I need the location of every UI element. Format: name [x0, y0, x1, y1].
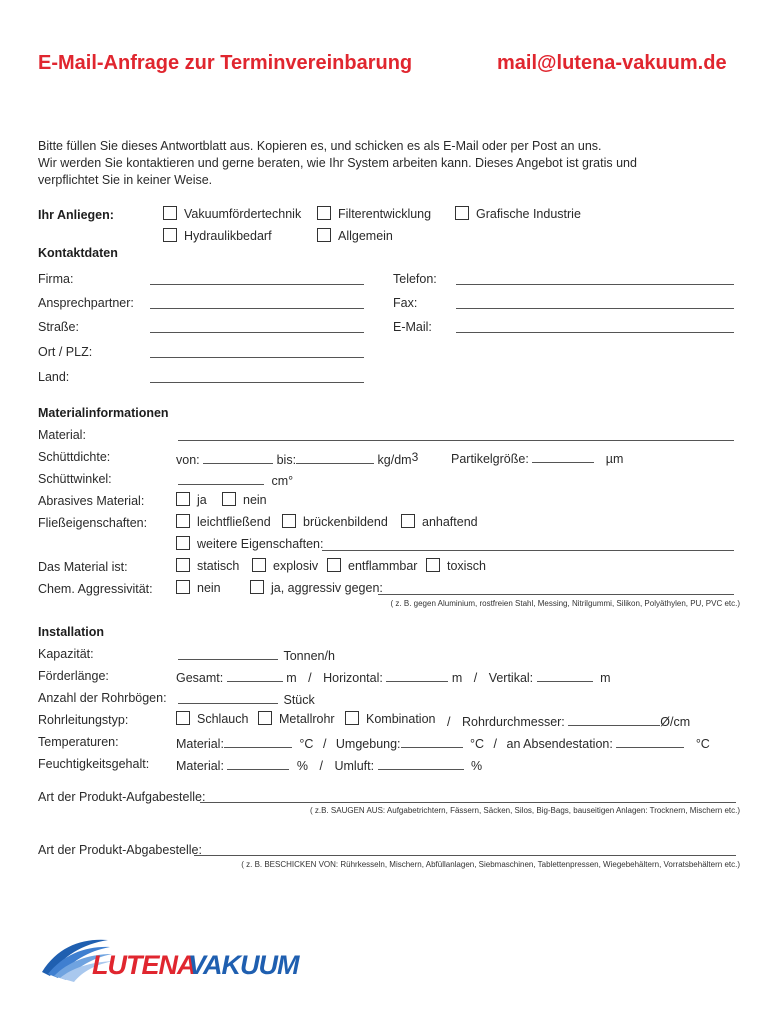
intro-line: Bitte füllen Sie dieses Antwortblatt aus. Kopieren es, und schicken es als E-Mail oder per Post an uns.: [38, 139, 602, 153]
checkbox[interactable]: [176, 492, 190, 506]
kap-row: Tonnen/h: [178, 647, 335, 663]
ort-label: Ort / PLZ:: [38, 345, 93, 359]
checkbox[interactable]: [176, 580, 190, 594]
strasse-field[interactable]: [150, 320, 364, 333]
ist-entflamm[interactable]: entflammbar: [327, 558, 417, 573]
checkbox[interactable]: [163, 206, 177, 220]
checkbox[interactable]: [282, 514, 296, 528]
gesamt-field[interactable]: [227, 669, 283, 682]
chem-field[interactable]: [378, 582, 734, 595]
checkbox[interactable]: [455, 206, 469, 220]
option-hydraulik[interactable]: Hydraulikbedarf: [163, 228, 272, 243]
rohr-schlauch[interactable]: Schlauch: [176, 711, 248, 726]
ist-label: Das Material ist:: [38, 560, 128, 574]
ort-field[interactable]: [150, 345, 364, 358]
checkbox[interactable]: [163, 228, 177, 242]
fax-field[interactable]: [456, 296, 734, 309]
chem-hint: ( z. B. gegen Aluminium, rostfreien Stahl, Messing, Nitrilgummi, Silikon, Polyäthylen, PU, PVC etc.): [390, 599, 740, 608]
checkbox[interactable]: [252, 558, 266, 572]
fliess-leicht[interactable]: leichtfließend: [176, 514, 271, 529]
material-field[interactable]: [178, 428, 734, 441]
checkbox[interactable]: [317, 206, 331, 220]
temp-absende-field[interactable]: [616, 735, 684, 748]
contact-email-link[interactable]: mail@lutena-vakuum.de: [497, 52, 727, 74]
winkel-label: Schüttwinkel:: [38, 472, 112, 486]
schuett-row: von: bis: kg/dm3: [176, 450, 419, 467]
ist-statisch[interactable]: statisch: [176, 558, 239, 573]
option-allgemein[interactable]: Allgemein: [317, 228, 393, 243]
material-label: Material:: [38, 428, 86, 442]
abrasiv-ja[interactable]: ja: [176, 492, 207, 507]
foerder-row: Gesamt: m / Horizontal: m / Vertikal: m: [176, 671, 611, 685]
schuett-label: Schüttdichte:: [38, 450, 111, 464]
intro-line: verpflichtet Sie in keiner Weise.: [38, 173, 213, 187]
feucht-material-field[interactable]: [227, 757, 289, 770]
feucht-row: Material: % / Umluft: %: [176, 759, 483, 773]
winkel-field[interactable]: [178, 472, 264, 485]
weitere-field[interactable]: [322, 538, 734, 551]
abrasiv-nein[interactable]: nein: [222, 492, 267, 507]
abgabe-field[interactable]: [194, 843, 736, 856]
checkbox[interactable]: [176, 558, 190, 572]
ist-explosiv[interactable]: explosiv: [252, 558, 318, 573]
checkbox[interactable]: [401, 514, 415, 528]
intro-line: Wir werden Sie kontaktieren und gerne beraten, wie Ihr System arbeiten kann. Dieses Angebot ist gratis und: [38, 156, 637, 170]
checkbox[interactable]: [222, 492, 236, 506]
kontakt-heading: Kontaktdaten: [38, 246, 118, 260]
fliess-label: Fließeigenschaften:: [38, 516, 148, 530]
telefon-label: Telefon:: [393, 272, 437, 286]
abgabe-hint: ( z. B. BESCHICKEN VON: Rührkesseln, Mischern, Abfüllanlagen, Siebmaschinen, Tablettenpressen, Wiegebehältern, Vorratsbehältern etc.): [241, 860, 740, 869]
anliegen-label: Ihr Anliegen:: [38, 208, 114, 222]
von-field[interactable]: [203, 451, 273, 464]
land-label: Land:: [38, 370, 70, 384]
abgabe-label: Art der Produkt-Abgabestelle:: [38, 843, 202, 857]
feucht-umluft-field[interactable]: [378, 757, 464, 770]
aufgabe-field[interactable]: [200, 790, 736, 803]
option-filter[interactable]: Filterentwicklung: [317, 206, 431, 221]
checkbox[interactable]: [258, 711, 272, 725]
chem-label: Chem. Aggressivität:: [38, 582, 153, 596]
checkbox[interactable]: [176, 514, 190, 528]
aufgabe-label: Art der Produkt-Aufgabestelle:: [38, 790, 206, 804]
horizontal-field[interactable]: [386, 669, 448, 682]
rohrb-label: Anzahl der Rohrbögen:: [38, 691, 167, 705]
rohrb-field[interactable]: [178, 691, 278, 704]
email-field[interactable]: [456, 320, 734, 333]
temp-row: Material: °C / Umgebung: °C / an Absendestation: °C: [176, 737, 710, 751]
feucht-label: Feuchtigkeitsgehalt:: [38, 757, 150, 771]
ansprech-field[interactable]: [150, 296, 364, 309]
checkbox[interactable]: [250, 580, 264, 594]
rohrtyp-label: Rohrleitungstyp:: [38, 713, 129, 727]
fliess-anhaft[interactable]: anhaftend: [401, 514, 478, 529]
winkel-row: cm°: [178, 472, 293, 488]
lutena-logo: [38, 932, 299, 984]
installation-heading: Installation: [38, 625, 104, 639]
kap-field[interactable]: [178, 647, 278, 660]
rohr-kombi[interactable]: Kombination: [345, 711, 436, 726]
partikel-row: Partikelgröße: µm: [451, 452, 624, 466]
rohrdm-field[interactable]: [568, 713, 660, 726]
foerder-label: Förderlänge:: [38, 669, 109, 683]
checkbox[interactable]: [327, 558, 341, 572]
page-title: E-Mail-Anfrage zur Terminvereinbarung: [38, 52, 413, 74]
ansprech-label: Ansprechpartner:: [38, 296, 134, 310]
option-vakuum[interactable]: Vakuumfördertechnik: [163, 206, 301, 221]
logo-text-lutena: LUTENA: [92, 950, 196, 980]
material-heading: Materialinformationen: [38, 406, 169, 420]
intro-text: [38, 138, 637, 189]
temp-label: Temperaturen:: [38, 735, 119, 749]
abrasiv-label: Abrasives Material:: [38, 494, 145, 508]
fliess-brueck[interactable]: brückenbildend: [282, 514, 388, 529]
bis-field[interactable]: [296, 451, 374, 464]
telefon-field[interactable]: [456, 272, 734, 285]
land-field[interactable]: [150, 370, 364, 383]
checkbox[interactable]: [317, 228, 331, 242]
rohrdm-row: / Rohrdurchmesser: Ø/cm: [447, 715, 691, 729]
rohr-metall[interactable]: Metallrohr: [258, 711, 335, 726]
firma-label: Firma:: [38, 272, 74, 286]
logo-text-vakuum: VAKUUM: [188, 950, 299, 980]
checkbox[interactable]: [176, 711, 190, 725]
checkbox[interactable]: [345, 711, 359, 725]
partikel-field[interactable]: [532, 450, 594, 463]
firma-field[interactable]: [150, 272, 364, 285]
temp-material-field[interactable]: [224, 735, 292, 748]
chem-nein[interactable]: nein: [176, 580, 221, 595]
checkbox[interactable]: [426, 558, 440, 572]
ist-toxisch[interactable]: toxisch: [426, 558, 486, 573]
weitere-row[interactable]: weitere Eigenschaften:: [176, 536, 323, 551]
chem-ja[interactable]: ja, aggressiv gegen:: [250, 580, 383, 595]
aufgabe-hint: ( z.B. SAUGEN AUS: Aufgabetrichtern, Fässern, Säcken, Silos, Big-Bags, bauseitigen Anlagen: Trocknern, Mischern etc.): [310, 806, 740, 815]
strasse-label: Straße:: [38, 320, 79, 334]
kap-label: Kapazität:: [38, 647, 94, 661]
vertikal-field[interactable]: [537, 669, 593, 682]
checkbox[interactable]: [176, 536, 190, 550]
fax-label: Fax:: [393, 296, 418, 310]
rohrb-row: Stück: [178, 691, 315, 707]
temp-umgebung-field[interactable]: [401, 735, 463, 748]
option-grafisch[interactable]: Grafische Industrie: [455, 206, 581, 221]
email-label: E-Mail:: [393, 320, 432, 334]
